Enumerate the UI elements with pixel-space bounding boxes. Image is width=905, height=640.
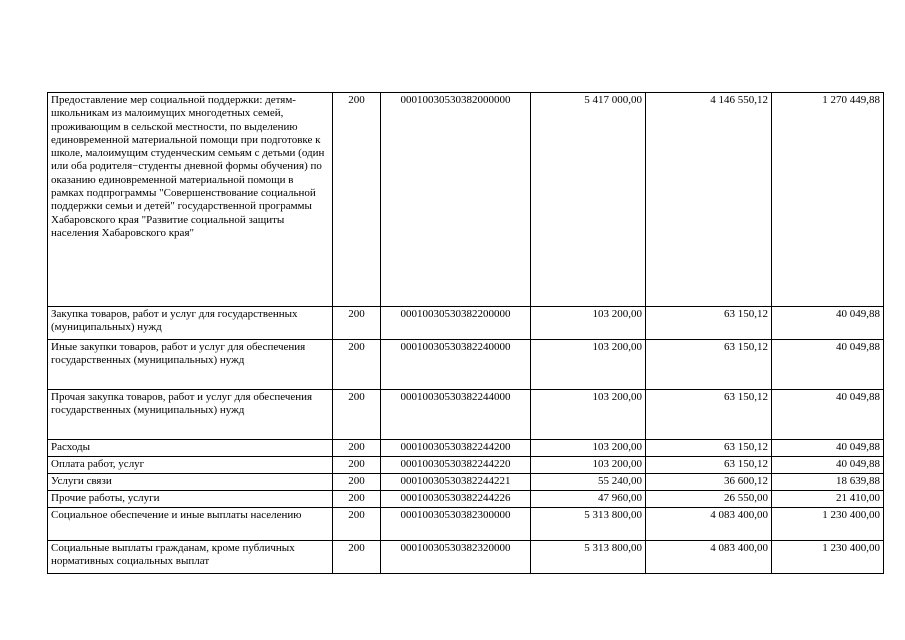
- row-approved: 103 200,00: [531, 340, 646, 390]
- row-executed: 63 150,12: [646, 340, 772, 390]
- row-approved: 103 200,00: [531, 457, 646, 474]
- row-line-code: 200: [333, 491, 381, 508]
- table-row: [48, 440, 884, 457]
- row-budget-code: 00010030530382200000: [381, 307, 531, 340]
- row-name: Услуги связи: [48, 474, 333, 491]
- row-line-code: 200: [333, 307, 381, 340]
- row-unexecuted: 1 270 449,88: [772, 93, 884, 307]
- table-row: [48, 457, 884, 474]
- table-row: [48, 474, 884, 491]
- row-line-code: 200: [333, 457, 381, 474]
- row-approved: 47 960,00: [531, 491, 646, 508]
- row-unexecuted: 40 049,88: [772, 340, 884, 390]
- row-executed: 26 550,00: [646, 491, 772, 508]
- row-name: Расходы: [48, 440, 333, 457]
- row-budget-code: 00010030530382244000: [381, 390, 531, 440]
- table-row: [48, 390, 884, 440]
- budget-table: [47, 92, 884, 574]
- row-unexecuted: 21 410,00: [772, 491, 884, 508]
- row-name: Прочие работы, услуги: [48, 491, 333, 508]
- row-name: Социальное обеспечение и иные выплаты населению: [48, 508, 333, 541]
- row-name: Социальные выплаты гражданам, кроме публичных нормативных социальных выплат: [48, 541, 333, 574]
- row-name: Закупка товаров, работ и услуг для государственных (муниципальных) нужд: [48, 307, 333, 340]
- row-unexecuted: 1 230 400,00: [772, 541, 884, 574]
- row-unexecuted: 18 639,88: [772, 474, 884, 491]
- row-executed: 4 146 550,12: [646, 93, 772, 307]
- row-unexecuted: 1 230 400,00: [772, 508, 884, 541]
- row-unexecuted: 40 049,88: [772, 390, 884, 440]
- row-approved: 55 240,00: [531, 474, 646, 491]
- row-line-code: 200: [333, 508, 381, 541]
- table-row: [48, 508, 884, 541]
- row-line-code: 200: [333, 390, 381, 440]
- row-approved: 5 313 800,00: [531, 541, 646, 574]
- row-executed: 63 150,12: [646, 307, 772, 340]
- row-unexecuted: 40 049,88: [772, 457, 884, 474]
- row-name: Прочая закупка товаров, работ и услуг для обеспечения государственных (муниципальных) нужд: [48, 390, 333, 440]
- row-executed: 63 150,12: [646, 390, 772, 440]
- row-executed: 63 150,12: [646, 457, 772, 474]
- row-line-code: 200: [333, 474, 381, 491]
- row-budget-code: 00010030530382244220: [381, 457, 531, 474]
- table-row: [48, 541, 884, 574]
- row-approved: 103 200,00: [531, 440, 646, 457]
- table-row: [48, 93, 884, 307]
- row-budget-code: 00010030530382300000: [381, 508, 531, 541]
- row-line-code: 200: [333, 541, 381, 574]
- row-budget-code: 00010030530382000000: [381, 93, 531, 307]
- row-budget-code: 00010030530382320000: [381, 541, 531, 574]
- row-budget-code: 00010030530382244221: [381, 474, 531, 491]
- row-executed: 36 600,12: [646, 474, 772, 491]
- row-budget-code: 00010030530382244200: [381, 440, 531, 457]
- row-executed: 4 083 400,00: [646, 541, 772, 574]
- row-approved: 5 313 800,00: [531, 508, 646, 541]
- row-approved: 5 417 000,00: [531, 93, 646, 307]
- table-row: [48, 340, 884, 390]
- row-unexecuted: 40 049,88: [772, 440, 884, 457]
- row-approved: 103 200,00: [531, 390, 646, 440]
- row-name: Оплата работ, услуг: [48, 457, 333, 474]
- row-executed: 4 083 400,00: [646, 508, 772, 541]
- row-line-code: 200: [333, 440, 381, 457]
- row-line-code: 200: [333, 93, 381, 307]
- table-row: [48, 307, 884, 340]
- row-budget-code: 00010030530382240000: [381, 340, 531, 390]
- row-budget-code: 00010030530382244226: [381, 491, 531, 508]
- row-executed: 63 150,12: [646, 440, 772, 457]
- row-name: Иные закупки товаров, работ и услуг для обеспечения государственных (муниципальных) нужд: [48, 340, 333, 390]
- row-line-code: 200: [333, 340, 381, 390]
- row-approved: 103 200,00: [531, 307, 646, 340]
- row-unexecuted: 40 049,88: [772, 307, 884, 340]
- row-name: Предоставление мер социальной поддержки: детям-школьникам из малоимущих многодетных семей, проживающим в сельской местности, по выделению единовременной материальной помощи при подготовке к школе, малоимущим студенческим семьям с детьми (один или оба родителя−студенты дневной формы обучения) по оказанию единовременной материальной помощи в рамках подпрограммы "Совершенствование социальной поддержки семьи и детей" государственной программы Хабаровского края "Развитие социальной защиты населения Хабаровского края": [48, 93, 333, 307]
- table-row: [48, 491, 884, 508]
